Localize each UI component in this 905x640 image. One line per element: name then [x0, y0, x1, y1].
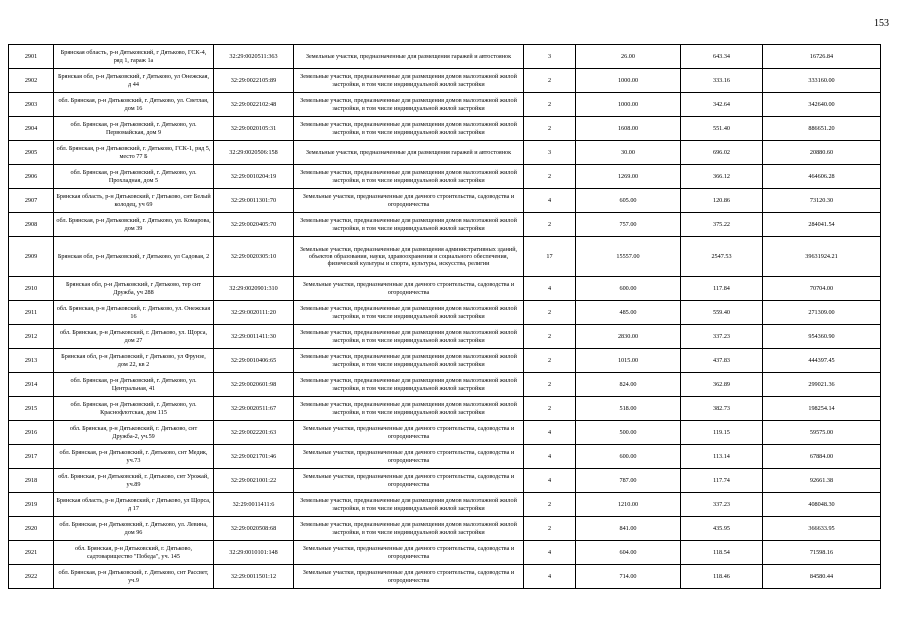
area-cell: 605.00	[576, 189, 681, 213]
cadastral-value-cell: 198254.14	[763, 397, 881, 421]
cadastral-number-cell: 32:29:0020405:70	[214, 213, 294, 237]
table-row	[9, 277, 881, 301]
table-row	[9, 469, 881, 493]
address-cell: обл. Брянская, р-н Дятьковский, г. Дятьково, ул. Светлая, дом 16	[54, 93, 214, 117]
cadastral-number-cell: 32:29:0011411:6	[214, 493, 294, 517]
address-cell: обл. Брянская, р-н Дятьковский, г. Дятьково, ул. Комарова, дом 39	[54, 213, 214, 237]
cadastral-value-cell: 70704.00	[763, 277, 881, 301]
land-use-cell: Земельные участки, предназначенные для размещения гаражей и автостоянок	[294, 141, 524, 165]
cadastral-value-cell: 444397.45	[763, 349, 881, 373]
land-use-cell: Земельные участки, предназначенные для размещения административных зданий, объектов образования, науки, здравоохранения и социального обеспечения, физической культуры и спорта, культуры, искусства, религии	[294, 237, 524, 277]
specific-value-cell: 2547.53	[681, 237, 763, 277]
specific-value-cell: 333.16	[681, 69, 763, 93]
specific-value-cell: 559.40	[681, 301, 763, 325]
group-code-cell: 4	[524, 189, 576, 213]
cadastral-value-cell: 39631924.21	[763, 237, 881, 277]
address-cell: обл. Брянская, р-н Дятьковский, г. Дятьково, снт Рассвет, уч.9	[54, 565, 214, 589]
table-row	[9, 349, 881, 373]
row-number: 2918	[9, 469, 54, 493]
area-cell: 787.00	[576, 469, 681, 493]
cadastral-value-cell: 299021.36	[763, 373, 881, 397]
specific-value-cell: 643.34	[681, 45, 763, 69]
table-row	[9, 565, 881, 589]
land-use-cell: Земельные участки, предназначенные для дачного строительства, садоводства и огородничества	[294, 565, 524, 589]
row-number: 2909	[9, 237, 54, 277]
row-number: 2910	[9, 277, 54, 301]
area-cell: 1015.00	[576, 349, 681, 373]
area-cell: 600.00	[576, 445, 681, 469]
cadastral-number-cell: 32:29:0022201:63	[214, 421, 294, 445]
group-code-cell: 4	[524, 541, 576, 565]
specific-value-cell: 435.95	[681, 517, 763, 541]
area-cell: 15557.00	[576, 237, 681, 277]
area-cell: 1000.00	[576, 93, 681, 117]
group-code-cell: 4	[524, 445, 576, 469]
land-use-cell: Земельные участки, предназначенные для дачного строительства, садоводства и огородничества	[294, 421, 524, 445]
row-number: 2914	[9, 373, 54, 397]
address-cell: обл. Брянская, р-н Дятьковский, г. Дятьково, снт Урожай, уч.89	[54, 469, 214, 493]
cadastral-number-cell: 32:29:0020305:10	[214, 237, 294, 277]
land-use-cell: Земельные участки, предназначенные для дачного строительства, садоводства и огородничества	[294, 541, 524, 565]
row-number: 2901	[9, 45, 54, 69]
table-row	[9, 93, 881, 117]
land-use-cell: Земельные участки, предназначенные для размещения домов малоэтажной жилой застройки, в том числе индивидуальной жилой застройки	[294, 325, 524, 349]
group-code-cell: 2	[524, 517, 576, 541]
group-code-cell: 2	[524, 301, 576, 325]
cadastral-value-cell: 92661.38	[763, 469, 881, 493]
address-cell: обл. Брянская, р-н Дятьковский, г. Дятьково, садтоварищество "Победа", уч. 145	[54, 541, 214, 565]
cadastral-number-cell: 32:29:0010204:19	[214, 165, 294, 189]
group-code-cell: 2	[524, 493, 576, 517]
cadastral-number-cell: 32:29:0021701:46	[214, 445, 294, 469]
cadastral-number-cell: 32:29:0022102:48	[214, 93, 294, 117]
area-cell: 714.00	[576, 565, 681, 589]
address-cell: обл. Брянская, р-н Дятьковский, г. Дятьково, ул. Щорса, дом 27	[54, 325, 214, 349]
land-use-cell: Земельные участки, предназначенные для дачного строительства, садоводства и огородничества	[294, 189, 524, 213]
group-code-cell: 4	[524, 421, 576, 445]
cadastral-value-table	[8, 44, 881, 589]
table-row	[9, 165, 881, 189]
cadastral-value-cell: 271309.00	[763, 301, 881, 325]
group-code-cell: 2	[524, 373, 576, 397]
page-number: 153	[874, 18, 889, 29]
specific-value-cell: 120.86	[681, 189, 763, 213]
area-cell: 26.00	[576, 45, 681, 69]
table-row	[9, 213, 881, 237]
address-cell: обл. Брянская, р-н Дятьковский, г. Дятьково, ул. Краснофлотская, дом 115	[54, 397, 214, 421]
land-use-cell: Земельные участки, предназначенные для размещения домов малоэтажной жилой застройки, в том числе индивидуальной жилой застройки	[294, 117, 524, 141]
cadastral-value-cell: 366633.95	[763, 517, 881, 541]
address-cell: обл. Брянская, р-н Дятьковский, г. Дятьково, ул. Прохладная, дом 5	[54, 165, 214, 189]
group-code-cell: 3	[524, 45, 576, 69]
address-cell: Брянская область, р-н Дятьковский, г Дятьково, снт Белый колодец, уч 69	[54, 189, 214, 213]
address-cell: Брянская область, р-н Дятьковский, г Дятьково, ГСК-4, ряд 1, гараж 1а	[54, 45, 214, 69]
specific-value-cell: 118.46	[681, 565, 763, 589]
group-code-cell: 17	[524, 237, 576, 277]
cadastral-value-cell: 20880.60	[763, 141, 881, 165]
table-row	[9, 141, 881, 165]
area-cell: 500.00	[576, 421, 681, 445]
group-code-cell: 4	[524, 565, 576, 589]
cadastral-value-cell: 284041.54	[763, 213, 881, 237]
specific-value-cell: 117.84	[681, 277, 763, 301]
table-row	[9, 373, 881, 397]
area-cell: 600.00	[576, 277, 681, 301]
specific-value-cell: 437.83	[681, 349, 763, 373]
area-cell: 518.00	[576, 397, 681, 421]
land-use-cell: Земельные участки, предназначенные для размещения домов малоэтажной жилой застройки, в том числе индивидуальной жилой застройки	[294, 93, 524, 117]
land-use-cell: Земельные участки, предназначенные для дачного строительства, садоводства и огородничества	[294, 277, 524, 301]
cadastral-number-cell: 32:29:0011301:70	[214, 189, 294, 213]
area-cell: 30.00	[576, 141, 681, 165]
row-number: 2921	[9, 541, 54, 565]
row-number: 2917	[9, 445, 54, 469]
row-number: 2911	[9, 301, 54, 325]
table-row	[9, 493, 881, 517]
cadastral-value-cell: 71598.16	[763, 541, 881, 565]
table-row	[9, 301, 881, 325]
table-row	[9, 117, 881, 141]
cadastral-number-cell: 32:29:0020111:20	[214, 301, 294, 325]
cadastral-value-cell: 333160.00	[763, 69, 881, 93]
row-number: 2915	[9, 397, 54, 421]
address-cell: Брянская обл, р-н Дятьковский, г Дятьково, ул Онежская, д 44	[54, 69, 214, 93]
cadastral-number-cell: 32:29:0020901:310	[214, 277, 294, 301]
address-cell: обл. Брянская, р-н Дятьковский, г. Дятьково, снт Медик, уч.73	[54, 445, 214, 469]
row-number: 2912	[9, 325, 54, 349]
row-number: 2905	[9, 141, 54, 165]
row-number: 2902	[9, 69, 54, 93]
cadastral-value-cell: 59575.00	[763, 421, 881, 445]
cadastral-value-cell: 408048.30	[763, 493, 881, 517]
specific-value-cell: 696.02	[681, 141, 763, 165]
land-use-cell: Земельные участки, предназначенные для размещения гаражей и автостоянок	[294, 45, 524, 69]
land-use-cell: Земельные участки, предназначенные для размещения домов малоэтажной жилой застройки, в том числе индивидуальной жилой застройки	[294, 301, 524, 325]
cadastral-value-cell: 464606.28	[763, 165, 881, 189]
cadastral-number-cell: 32:29:0011501:12	[214, 565, 294, 589]
cadastral-number-cell: 32:29:0020105:31	[214, 117, 294, 141]
area-cell: 1000.00	[576, 69, 681, 93]
row-number: 2906	[9, 165, 54, 189]
specific-value-cell: 362.89	[681, 373, 763, 397]
row-number: 2916	[9, 421, 54, 445]
row-number: 2919	[9, 493, 54, 517]
land-use-cell: Земельные участки, предназначенные для размещения домов малоэтажной жилой застройки, в том числе индивидуальной жилой застройки	[294, 349, 524, 373]
specific-value-cell: 337.23	[681, 325, 763, 349]
land-use-cell: Земельные участки, предназначенные для размещения домов малоэтажной жилой застройки, в том числе индивидуальной жилой застройки	[294, 397, 524, 421]
specific-value-cell: 382.73	[681, 397, 763, 421]
row-number: 2908	[9, 213, 54, 237]
table-row	[9, 445, 881, 469]
table-row	[9, 69, 881, 93]
area-cell: 1608.00	[576, 117, 681, 141]
specific-value-cell: 117.74	[681, 469, 763, 493]
area-cell: 2830.00	[576, 325, 681, 349]
cadastral-number-cell: 32:29:0011411:30	[214, 325, 294, 349]
area-cell: 1210.00	[576, 493, 681, 517]
address-cell: обл. Брянская, р-н Дятьковский, г. Дятьково, ул. Левина, дом 96	[54, 517, 214, 541]
land-use-cell: Земельные участки, предназначенные для размещения домов малоэтажной жилой застройки, в том числе индивидуальной жилой застройки	[294, 517, 524, 541]
group-code-cell: 2	[524, 93, 576, 117]
area-cell: 824.00	[576, 373, 681, 397]
table-row	[9, 237, 881, 277]
group-code-cell: 2	[524, 325, 576, 349]
group-code-cell: 4	[524, 277, 576, 301]
group-code-cell: 2	[524, 397, 576, 421]
row-number: 2922	[9, 565, 54, 589]
table-row	[9, 541, 881, 565]
cadastral-number-cell: 32:29:0020511:363	[214, 45, 294, 69]
address-cell: обл. Брянская, р-н Дятьковский, г. Дятьково, снт Дружба-2, уч.59	[54, 421, 214, 445]
land-use-cell: Земельные участки, предназначенные для размещения домов малоэтажной жилой застройки, в том числе индивидуальной жилой застройки	[294, 213, 524, 237]
address-cell: Брянская обл, р-н Дятьковский, г Дятьково, ул Садовая, 2	[54, 237, 214, 277]
cadastral-number-cell: 32:29:0020506:158	[214, 141, 294, 165]
area-cell: 604.00	[576, 541, 681, 565]
cadastral-number-cell: 32:29:0020508:68	[214, 517, 294, 541]
table-row	[9, 397, 881, 421]
table-row	[9, 325, 881, 349]
specific-value-cell: 551.40	[681, 117, 763, 141]
group-code-cell: 2	[524, 117, 576, 141]
specific-value-cell: 342.64	[681, 93, 763, 117]
specific-value-cell: 366.12	[681, 165, 763, 189]
area-cell: 1269.00	[576, 165, 681, 189]
area-cell: 485.00	[576, 301, 681, 325]
cadastral-value-cell: 73120.30	[763, 189, 881, 213]
row-number: 2920	[9, 517, 54, 541]
cadastral-value-cell: 84580.44	[763, 565, 881, 589]
table-row	[9, 517, 881, 541]
row-number: 2907	[9, 189, 54, 213]
table-row	[9, 421, 881, 445]
cadastral-number-cell: 32:29:0022105:89	[214, 69, 294, 93]
group-code-cell: 2	[524, 349, 576, 373]
cadastral-number-cell: 32:29:0021001:22	[214, 469, 294, 493]
table-row	[9, 189, 881, 213]
cadastral-number-cell: 32:29:0020601:98	[214, 373, 294, 397]
land-use-cell: Земельные участки, предназначенные для размещения домов малоэтажной жилой застройки, в том числе индивидуальной жилой застройки	[294, 69, 524, 93]
cadastral-value-cell: 954360.90	[763, 325, 881, 349]
land-use-cell: Земельные участки, предназначенные для размещения домов малоэтажной жилой застройки, в том числе индивидуальной жилой застройки	[294, 165, 524, 189]
specific-value-cell: 118.54	[681, 541, 763, 565]
area-cell: 841.00	[576, 517, 681, 541]
land-use-cell: Земельные участки, предназначенные для дачного строительства, садоводства и огородничества	[294, 445, 524, 469]
land-use-cell: Земельные участки, предназначенные для размещения домов малоэтажной жилой застройки, в том числе индивидуальной жилой застройки	[294, 493, 524, 517]
address-cell: Брянская область, р-н Дятьковский, г Дятьково, ул Щорса, д 17	[54, 493, 214, 517]
address-cell: обл. Брянская, р-н Дятьковский, г. Дятьково, ГСК-1, ряд 5, место 77 Б	[54, 141, 214, 165]
specific-value-cell: 375.22	[681, 213, 763, 237]
area-cell: 757.00	[576, 213, 681, 237]
cadastral-value-cell: 342640.00	[763, 93, 881, 117]
group-code-cell: 2	[524, 165, 576, 189]
land-use-cell: Земельные участки, предназначенные для дачного строительства, садоводства и огородничества	[294, 469, 524, 493]
address-cell: обл. Брянская, р-н Дятьковский, г. Дятьково, ул. Первомайская, дом 9	[54, 117, 214, 141]
cadastral-number-cell: 32:29:0010406:65	[214, 349, 294, 373]
group-code-cell: 2	[524, 69, 576, 93]
group-code-cell: 2	[524, 213, 576, 237]
address-cell: Брянская обл, р-н Дятьковский, г Дятьково, ул Фрунзе, дом 22, кв 2	[54, 349, 214, 373]
row-number: 2904	[9, 117, 54, 141]
specific-value-cell: 337.23	[681, 493, 763, 517]
cadastral-number-cell: 32:29:0010101:148	[214, 541, 294, 565]
address-cell: обл. Брянская, р-н Дятьковский, г. Дятьково, ул. Центральная, 41	[54, 373, 214, 397]
address-cell: Брянская обл, р-н Дятьковский, г Дятьково, тер снт Дружба, уч 288	[54, 277, 214, 301]
specific-value-cell: 113.14	[681, 445, 763, 469]
table-row	[9, 45, 881, 69]
land-use-cell: Земельные участки, предназначенные для размещения домов малоэтажной жилой застройки, в том числе индивидуальной жилой застройки	[294, 373, 524, 397]
cadastral-number-cell: 32:29:0020511:67	[214, 397, 294, 421]
cadastral-value-cell: 67884.00	[763, 445, 881, 469]
row-number: 2913	[9, 349, 54, 373]
cadastral-value-cell: 16726.84	[763, 45, 881, 69]
group-code-cell: 3	[524, 141, 576, 165]
specific-value-cell: 119.15	[681, 421, 763, 445]
row-number: 2903	[9, 93, 54, 117]
address-cell: обл. Брянская, р-н Дятьковский, г. Дятьково, ул. Онежская 16	[54, 301, 214, 325]
cadastral-value-cell: 886651.20	[763, 117, 881, 141]
group-code-cell: 4	[524, 469, 576, 493]
